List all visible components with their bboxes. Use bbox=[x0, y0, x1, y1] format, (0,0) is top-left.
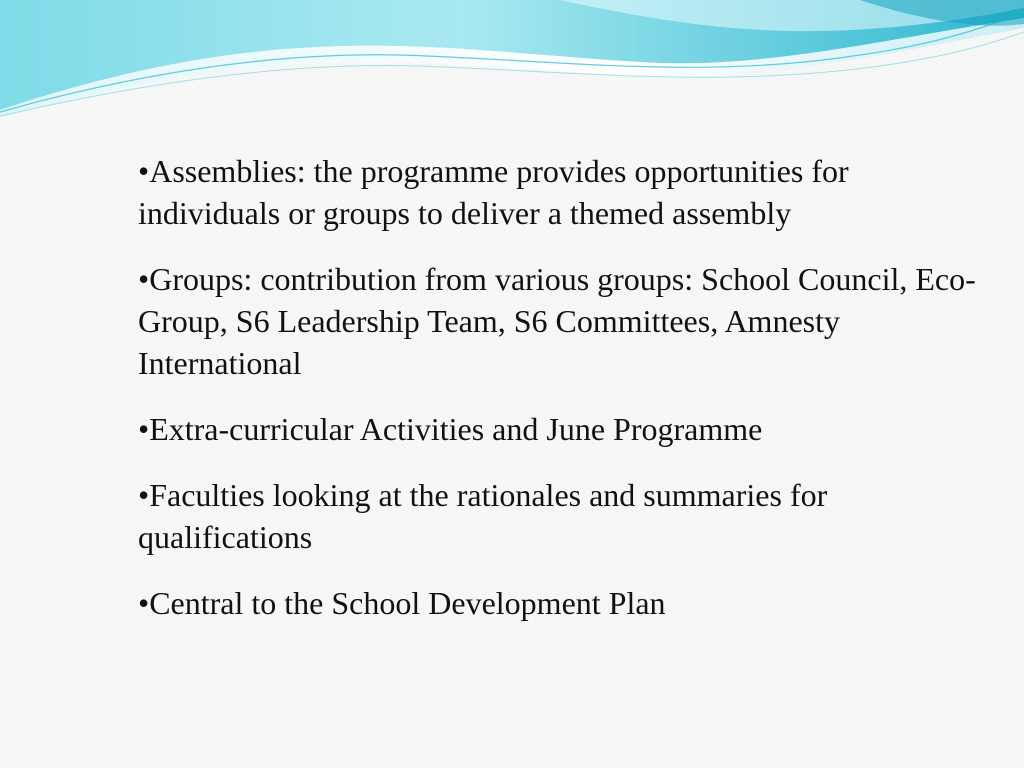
bullet-faculties: •Faculties looking at the rationales and summaries for qualifications bbox=[138, 477, 828, 555]
bullet-assemblies: •Assemblies: the programme provides opportunities for individuals or groups to deliver a themed assembly bbox=[138, 153, 849, 231]
bullet-extra-curricular: •Extra-curricular Activities and June Programme bbox=[138, 411, 763, 447]
wave-header-decoration bbox=[0, 0, 1024, 130]
bullet-list bbox=[138, 150, 978, 648]
bullet-development-plan: •Central to the School Development Plan bbox=[138, 585, 666, 621]
bullet-groups: •Groups: contribution from various groups: School Council, Eco-Group, S6 Leadership Team, S6 Committees, Amnesty International bbox=[138, 261, 976, 381]
